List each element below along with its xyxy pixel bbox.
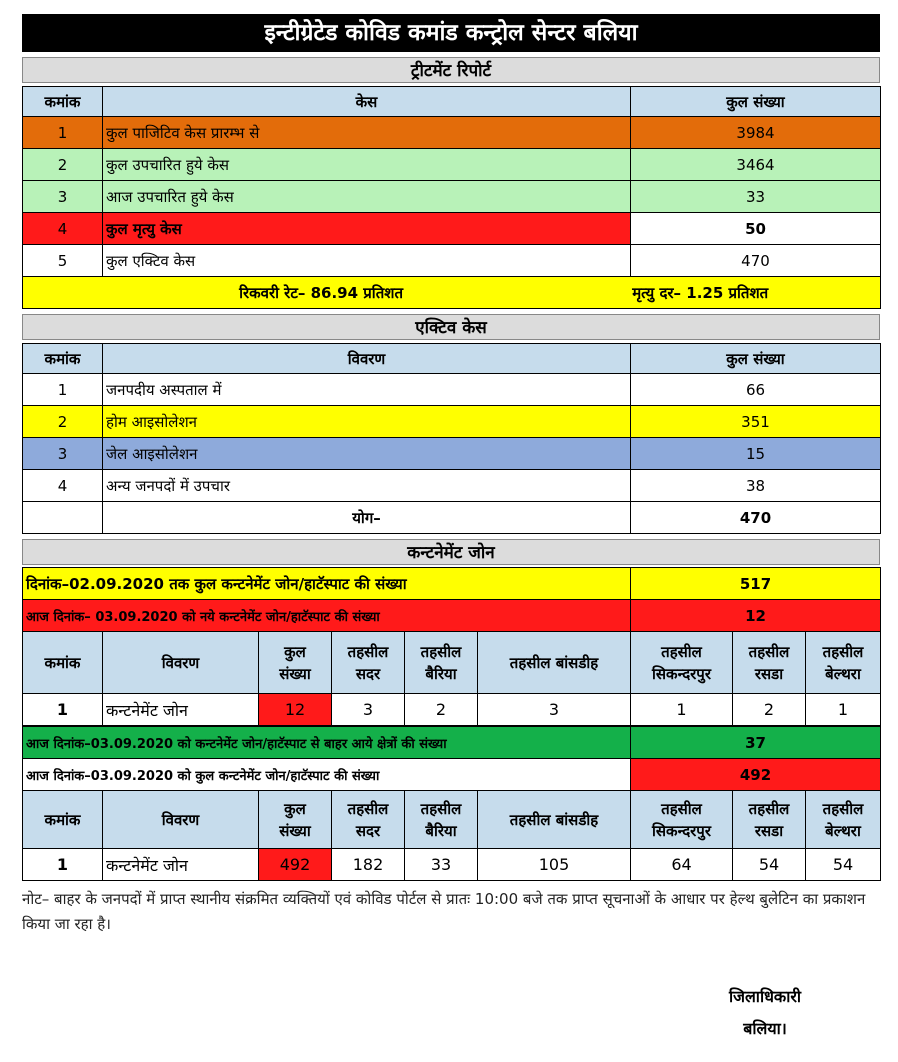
table-row — [23, 117, 881, 149]
header-detail: विवरण — [103, 344, 631, 374]
out-label: आज दिनांक–03.09.2020 को कन्टनेमेंट जोन/हाटॅस्पाट से बाहर आये क्षेत्रों की संख्या — [23, 727, 631, 759]
header-bairiya: तहसील बैरिया — [405, 791, 478, 849]
till-date-label: दिनांक–02.09.2020 तक कुल कन्टनेमेंट जोन/हाटॅस्पाट की संख्या — [23, 568, 631, 600]
header-total: कुल संख्या — [631, 344, 881, 374]
active-table — [22, 343, 881, 534]
header-belthara: तहसील बेल्थरा — [806, 632, 881, 694]
header-sikanderpur: तहसील सिकन्दरपुर — [631, 632, 733, 694]
containment-new-table — [22, 631, 881, 726]
header-sadar: तहसील सदर — [332, 632, 405, 694]
row-sikanderpur: 64 — [631, 849, 733, 881]
row-label: कुल एक्टिव केस — [103, 245, 631, 277]
row-value: 351 — [631, 406, 881, 438]
row-serial: 3 — [23, 438, 103, 470]
header-detail: विवरण — [103, 791, 259, 849]
header-rasda: तहसील रसडा — [733, 791, 806, 849]
table-row — [23, 600, 881, 632]
row-serial: 4 — [23, 213, 103, 245]
row-serial: 4 — [23, 470, 103, 502]
row-serial: 1 — [23, 117, 103, 149]
row-label: अन्य जनपदों में उपचार — [103, 470, 631, 502]
row-value: 3464 — [631, 149, 881, 181]
row-serial: 1 — [23, 849, 103, 881]
till-date-value: 517 — [631, 568, 881, 600]
row-label: जनपदीय अस्पताल में — [103, 374, 631, 406]
row-label: कन्टनेमेंट जोन — [103, 694, 259, 726]
containment-change-table — [22, 726, 881, 791]
row-value: 66 — [631, 374, 881, 406]
header-bansdih: तहसील बांसडीह — [478, 632, 631, 694]
row-bairiya: 2 — [405, 694, 478, 726]
row-sadar: 3 — [332, 694, 405, 726]
header-sikanderpur: तहसील सिकन्दरपुर — [631, 791, 733, 849]
total-value: 470 — [631, 502, 881, 534]
row-value: 15 — [631, 438, 881, 470]
header-bairiya: तहसील बैरिया — [405, 632, 478, 694]
recovery-rate: रिकवरी रेट– 86.94 प्रतिशत — [239, 283, 403, 302]
table-row — [23, 374, 881, 406]
death-rate: मृत्यु दर– 1.25 प्रतिशत — [632, 283, 769, 302]
total-row — [23, 502, 881, 534]
out-value: 37 — [631, 727, 881, 759]
row-label: कुल पाजिटिव केस प्रारम्भ से — [103, 117, 631, 149]
row-serial: 1 — [23, 694, 103, 726]
row-value: 3984 — [631, 117, 881, 149]
row-label: जेल आइसोलेशन — [103, 438, 631, 470]
table-row — [23, 406, 881, 438]
table-row — [23, 568, 881, 600]
row-bansdih: 3 — [478, 694, 631, 726]
row-label: कुल उपचारित हुये केस — [103, 149, 631, 181]
row-serial: 1 — [23, 374, 103, 406]
rate-row — [23, 277, 881, 309]
row-total: 492 — [259, 849, 332, 881]
row-value: 50 — [631, 213, 881, 245]
row-label: आज उपचारित हुये केस — [103, 181, 631, 213]
containment-summary-table — [22, 567, 881, 632]
table-header — [23, 632, 881, 694]
table-row — [23, 727, 881, 759]
row-value: 470 — [631, 245, 881, 277]
table-row — [23, 245, 881, 277]
row-label: कन्टनेमेंट जोन — [103, 849, 259, 881]
row-total: 12 — [259, 694, 332, 726]
table-header — [23, 344, 881, 374]
header-case: केस — [103, 87, 631, 117]
row-belthara: 54 — [806, 849, 881, 881]
header-sadar: तहसील सदर — [332, 791, 405, 849]
header-total: कुल संख्या — [259, 791, 332, 849]
row-rasda: 2 — [733, 694, 806, 726]
treatment-table — [22, 86, 881, 309]
row-belthara: 1 — [806, 694, 881, 726]
row-label: होम आइसोलेशन — [103, 406, 631, 438]
table-row — [23, 759, 881, 791]
row-serial: 5 — [23, 245, 103, 277]
table-row — [23, 849, 881, 881]
containment-total-table — [22, 790, 881, 881]
table-row — [23, 438, 881, 470]
header-bansdih: तहसील बांसडीह — [478, 791, 631, 849]
header-total: कुल संख्या — [631, 87, 881, 117]
row-value: 38 — [631, 470, 881, 502]
row-label: कुल मृत्यु केस — [103, 213, 631, 245]
header-serial: कमांक — [23, 344, 103, 374]
row-sadar: 182 — [332, 849, 405, 881]
header-serial: कमांक — [23, 632, 103, 694]
row-serial: 2 — [23, 149, 103, 181]
row-value: 33 — [631, 181, 881, 213]
table-row — [23, 694, 881, 726]
new-today-value: 12 — [631, 600, 881, 632]
signature-designation: जिलाधिकारी — [728, 987, 802, 1006]
total-value: 492 — [631, 759, 881, 791]
header-detail: विवरण — [103, 632, 259, 694]
header-total: कुल संख्या — [259, 632, 332, 694]
header-belthara: तहसील बेल्थरा — [806, 791, 881, 849]
total-label: आज दिनांक–03.09.2020 को कुल कन्टनेमेंट जोन/हाटॅस्पाट की संख्या — [23, 759, 631, 791]
header-serial: कमांक — [23, 791, 103, 849]
row-bansdih: 105 — [478, 849, 631, 881]
containment-section-title: कन्टनेमेंट जोन — [22, 539, 880, 565]
active-section-title: एक्टिव केस — [22, 314, 880, 340]
row-rasda: 54 — [733, 849, 806, 881]
new-today-label: आज दिनांक– 03.09.2020 को नये कन्टनेमेंट जोन/हाटॅस्पाट की संख्या — [23, 600, 631, 632]
signature-place: बलिया। — [743, 1019, 787, 1038]
header-rasda: तहसील रसडा — [733, 632, 806, 694]
row-serial: 2 — [23, 406, 103, 438]
row-serial: 3 — [23, 181, 103, 213]
footnote: नोट– बाहर के जनपदों में प्राप्त स्थानीय संक्रमित व्यक्तियों एवं कोविड पोर्टल से प्रातः 10:00 बजे तक प्राप्त सूचनाओं के आधार पर हेल्थ बुलेटिन का प्रकाशन किया जा रहा है। — [22, 890, 866, 933]
row-bairiya: 33 — [405, 849, 478, 881]
table-row — [23, 149, 881, 181]
row-sikanderpur: 1 — [631, 694, 733, 726]
table-header — [23, 87, 881, 117]
table-row — [23, 181, 881, 213]
table-row — [23, 213, 881, 245]
table-row — [23, 470, 881, 502]
treatment-section-title: ट्रीटमेंट रिपोर्ट — [22, 57, 880, 83]
page-title: इन्टीग्रेटेड कोविड कमांड कन्ट्रोल सेन्टर बलिया — [22, 14, 880, 52]
header-serial: कमांक — [23, 87, 103, 117]
table-header — [23, 791, 881, 849]
total-label: योग– — [103, 502, 631, 534]
